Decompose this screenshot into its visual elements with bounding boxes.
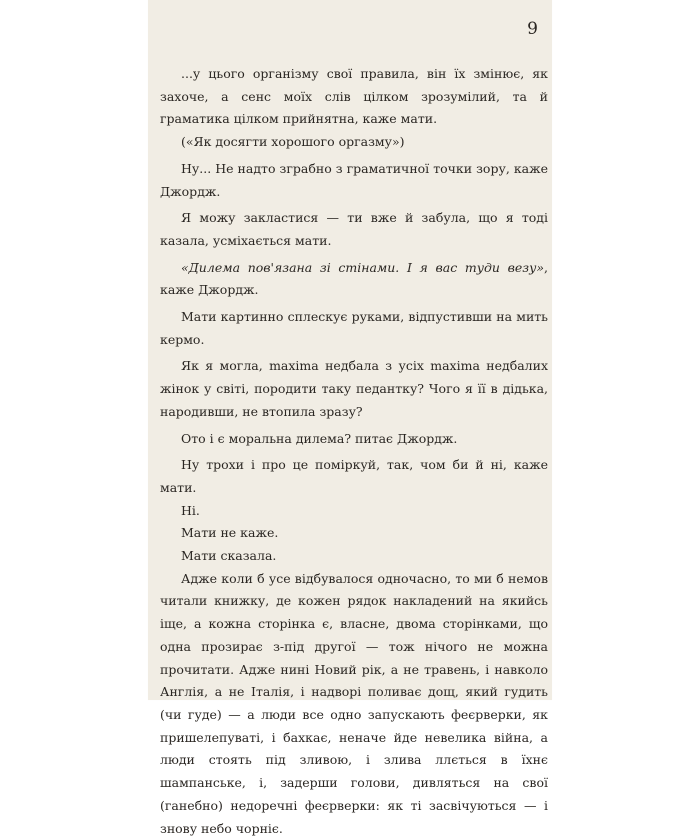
page-body [160, 63, 548, 840]
paragraph-2: («Як досягти хорошого оргазму») [181, 134, 405, 150]
paragraph-13: Адже коли б усе відбувалося одночасно, то ми б немов читали книжку, де кожен рядок накладений на якийсь іще, а кожна сторінка є, власне, двома сторінками, що одна прозирає з-під другої — тож нічого не можна прочитати. Адже нині Новий рік, а не травень, і навколо Англія, а не Італія, і надворі поливає дощ, який гудить (чи гуде) — а люди все одно запускають феєрверки, як пришелепуваті, і бахкає, неначе йде невелика війна, а люди стоять під зливою, і злива ллється в їхнє шампанське, і, задерши голови, дивляться на свої (ганебно) недоречні феєрверки: як ті засвічуються — і знову небо чорніє. [160, 570, 548, 836]
paragraph-10: Ні. [181, 502, 200, 518]
paragraph-5-rest: , каже Джордж. [160, 259, 548, 298]
paragraph-6: Мати картинно сплескує руками, відпустивши на мить кермо. [160, 309, 548, 347]
page-number: 9 [527, 19, 538, 39]
paragraph-11: Мати не каже. [181, 525, 279, 541]
italic-quote: «Дилема пов'язана зі стінами. І я вас туди везу» [181, 259, 545, 275]
paragraph-12: Мати сказала. [181, 548, 277, 564]
paragraph-3: Ну... Не надто зграбно з граматичної точки зору, каже Джордж. [160, 160, 548, 199]
paragraph-4: Я можу закластися — ти вже й забула, що я тоді казала, усміхається мати. [160, 210, 548, 248]
paragraph-8: Ото і є моральна дилема? питає Джордж. [181, 430, 458, 446]
paragraph-5 [160, 257, 548, 302]
book-page [148, 0, 552, 836]
paragraph-9: Ну трохи і про це поміркуй, так, чом би й ні, каже мати. [160, 457, 548, 495]
paragraph-7: Як я могла, maxima недбала з усіх maxima недбалих жінок у світі, породити таку педантку? Чого я її в дідька, народивши, не втопила зразу? [160, 358, 548, 419]
paragraph-1: ...у цього організму свої правила, він їх змінює, як захоче, а сенс моїх слів цілком зрозумілий, та й граматика цілком прийнятна, каже мати. [160, 66, 548, 127]
